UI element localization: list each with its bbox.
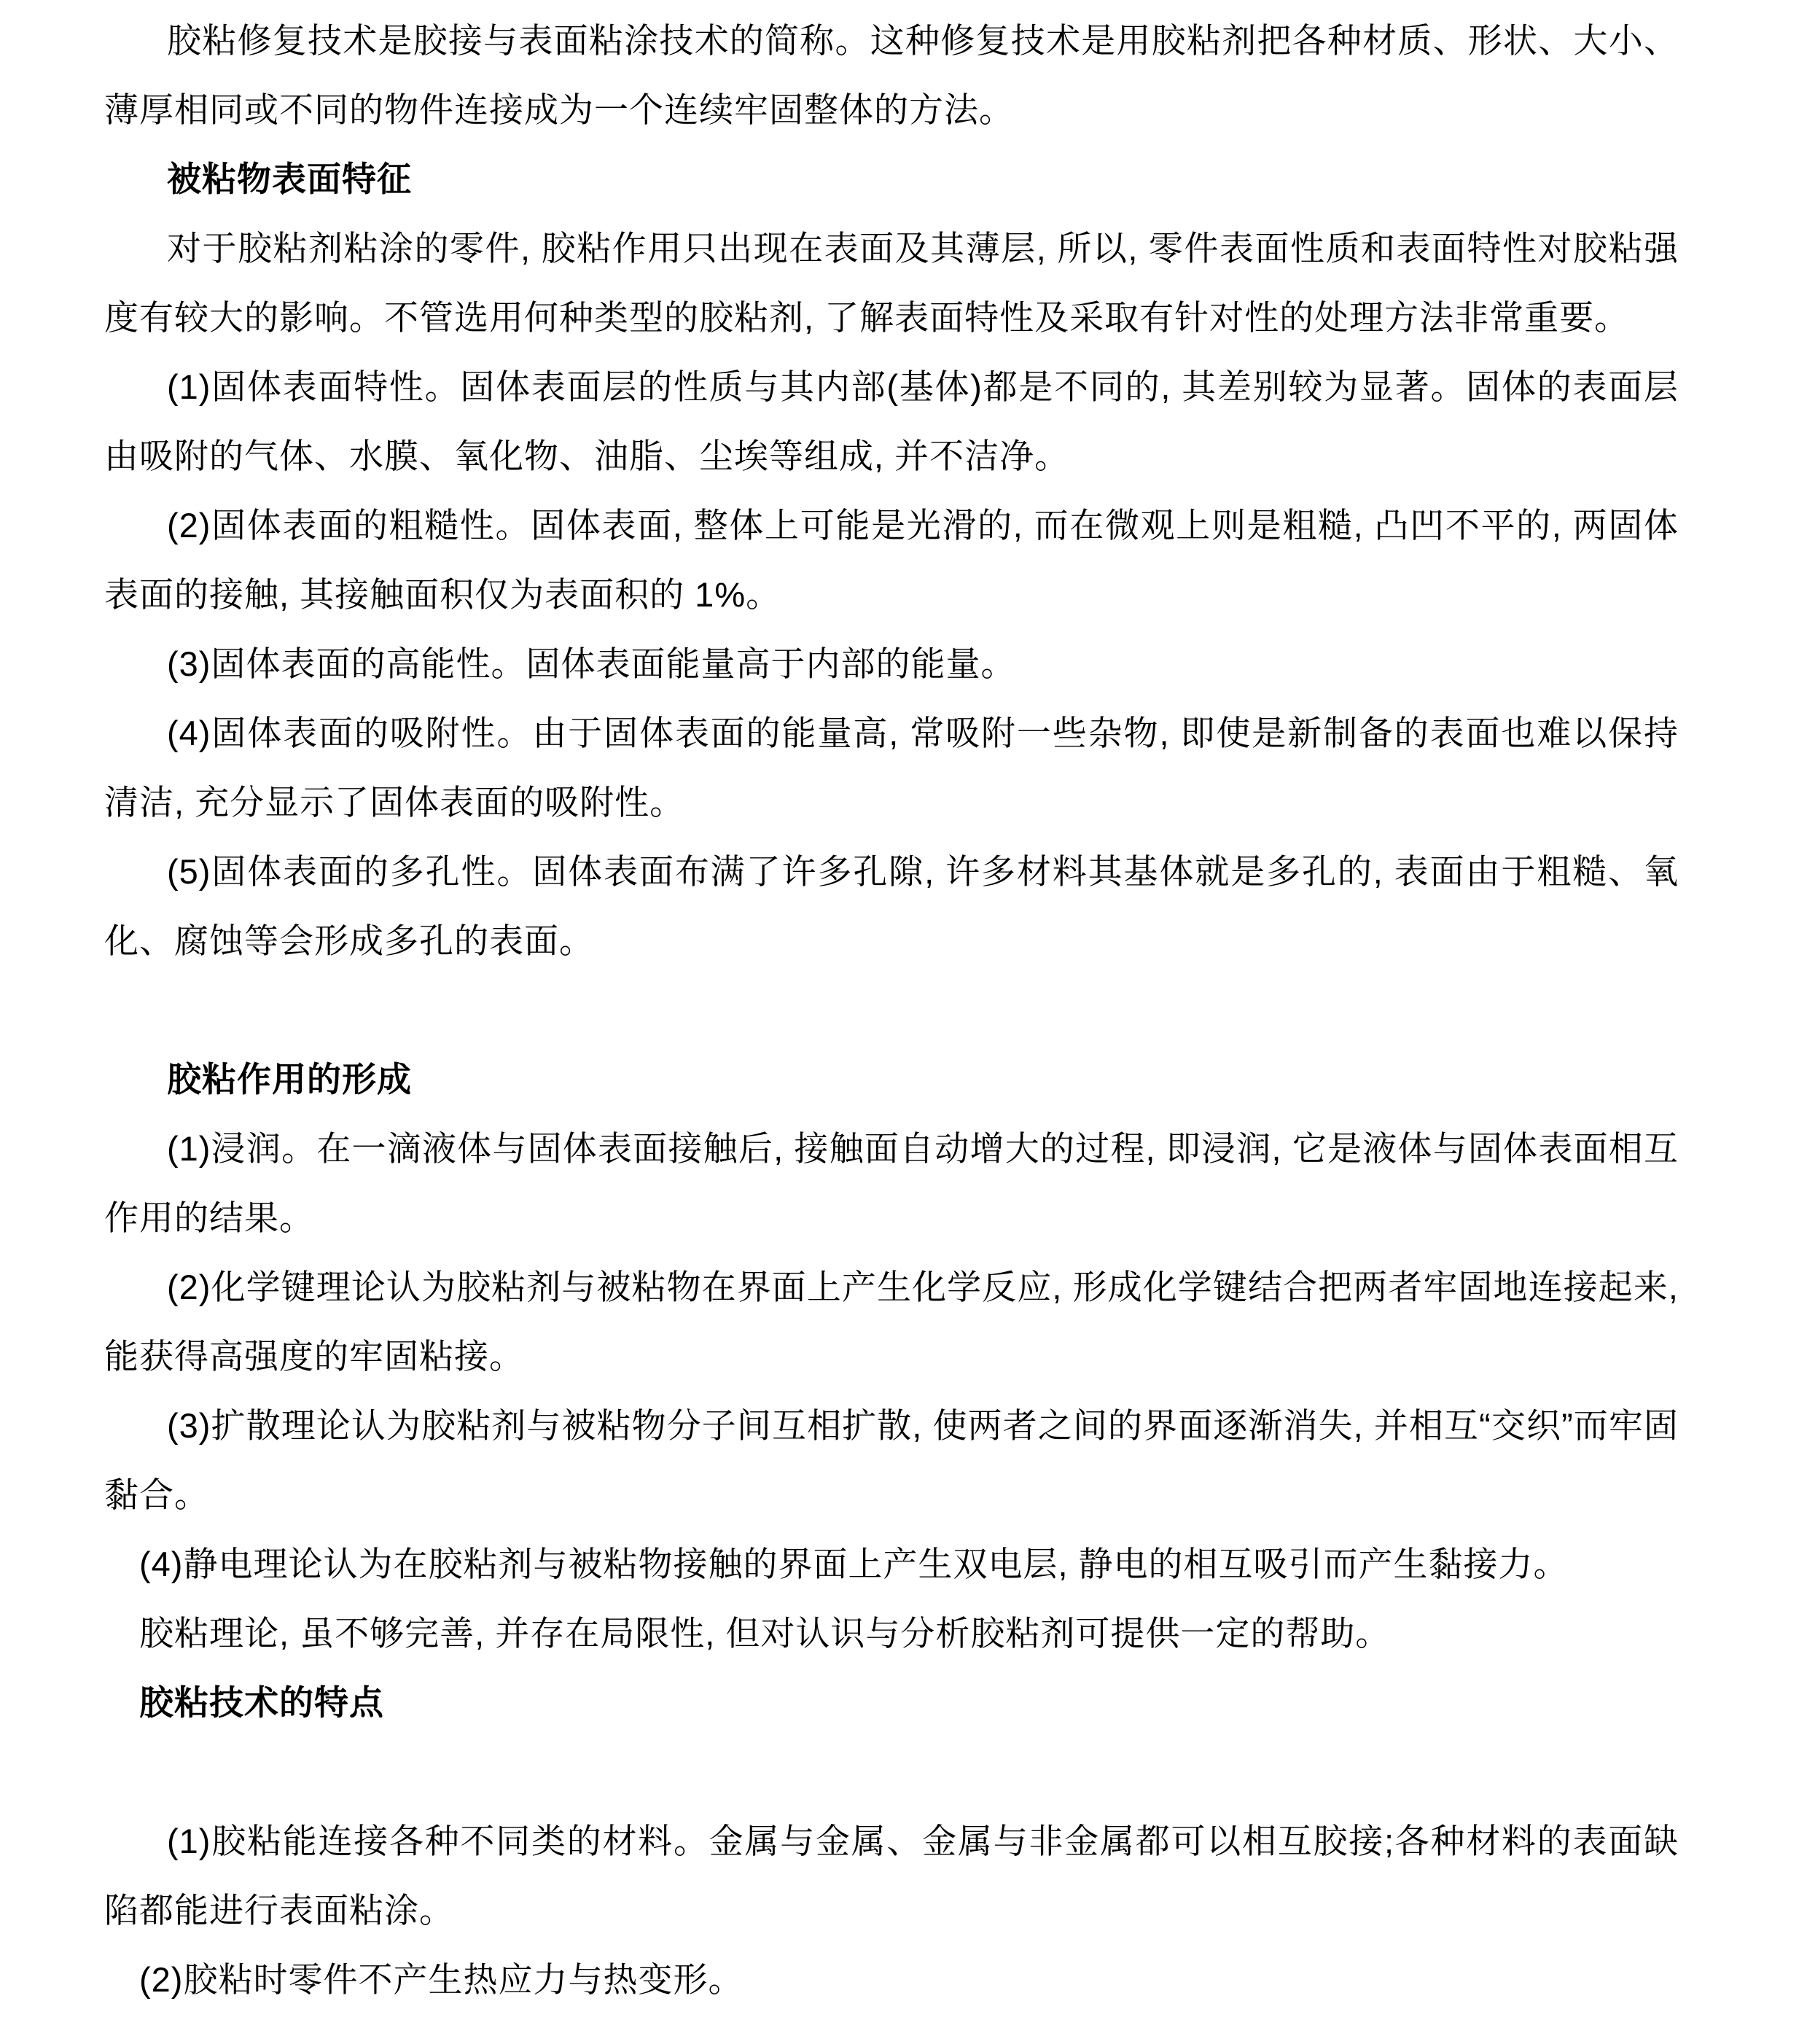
paragraph-item5-porosity: (5)固体表面的多孔性。固体表面布满了许多孔隙, 许多材料其基体就是多孔的, 表面由于粗糙、氧化、腐蚀等会形成多孔的表面。: [104, 852, 1679, 960]
paragraph-wetting: (1)浸润。在一滴液体与固体表面接触后, 接触面自动增大的过程, 即浸润, 它是液体与固体表面相互作用的结果。: [104, 1129, 1679, 1237]
paragraph-surface-importance: 对于胶粘剂粘涂的零件, 胶粘作用只出现在表面及其薄层, 所以, 零件表面性质和表面特性对胶粘强度有较大的影响。不管选用何种类型的胶粘剂, 了解表面特性及采取有针对性的处理方法非常重要。: [104, 229, 1679, 337]
heading-adherend-surface-characteristics: 被粘物表面特征: [167, 160, 412, 198]
paragraph-item3-high-energy: (3)固体表面的高能性。固体表面能量高于内部的能量。: [167, 644, 1016, 683]
paragraph-item4-adsorption: (4)固体表面的吸附性。由于固体表面的能量高, 常吸附一些杂物, 即使是新制备的表面也难以保持清洁, 充分显示了固体表面的吸附性。: [104, 714, 1679, 822]
paragraph-feature1-join-materials: (1)胶粘能连接各种不同类的材料。金属与金属、金属与非金属都可以相互胶接;各种材料的表面缺陷都能进行表面粘涂。: [104, 1822, 1679, 1930]
paragraph-chemical-bond-theory: (2)化学键理论认为胶粘剂与被粘物在界面上产生化学反应, 形成化学键结合把两者牢固地连接起来, 能获得高强度的牢固粘接。: [104, 1268, 1679, 1376]
paragraph-feature2-no-thermal-stress: (2)胶粘时零件不产生热应力与热变形。: [139, 1960, 744, 1999]
heading-adhesive-technique-features: 胶粘技术的特点: [139, 1683, 384, 1722]
paragraph-item1-surface-property: (1)固体表面特性。固体表面层的性质与其内部(基体)都是不同的, 其差别较为显著。固体的表面层由吸附的气体、水膜、氧化物、油脂、尘埃等组成, 并不洁净。: [104, 367, 1679, 475]
paragraph-diffusion-theory: (3)扩散理论认为胶粘剂与被粘物分子间互相扩散, 使两者之间的界面逐渐消失, 并相互“交织”而牢固黏合。: [104, 1406, 1679, 1514]
heading-adhesion-formation: 胶粘作用的形成: [167, 1060, 412, 1099]
paragraph-electrostatic-theory: (4)静电理论认为在胶粘剂与被粘物接触的界面上产生双电层, 静电的相互吸引而产生黏接力。: [139, 1545, 1569, 1583]
intro-paragraph: 胶粘修复技术是胶接与表面粘涂技术的简称。这种修复技术是用胶粘剂把各种材质、形状、大小、薄厚相同或不同的物件连接成为一个连续牢固整体的方法。: [104, 21, 1679, 129]
paragraph-item2-roughness: (2)固体表面的粗糙性。固体表面, 整体上可能是光滑的, 而在微观上则是粗糙, 凸凹不平的, 两固体表面的接触, 其接触面积仅为表面积的 1%。: [104, 506, 1679, 614]
paragraph-theory-limitations: 胶粘理论, 虽不够完善, 并存在局限性, 但对认识与分析胶粘剂可提供一定的帮助。: [139, 1614, 1391, 1653]
